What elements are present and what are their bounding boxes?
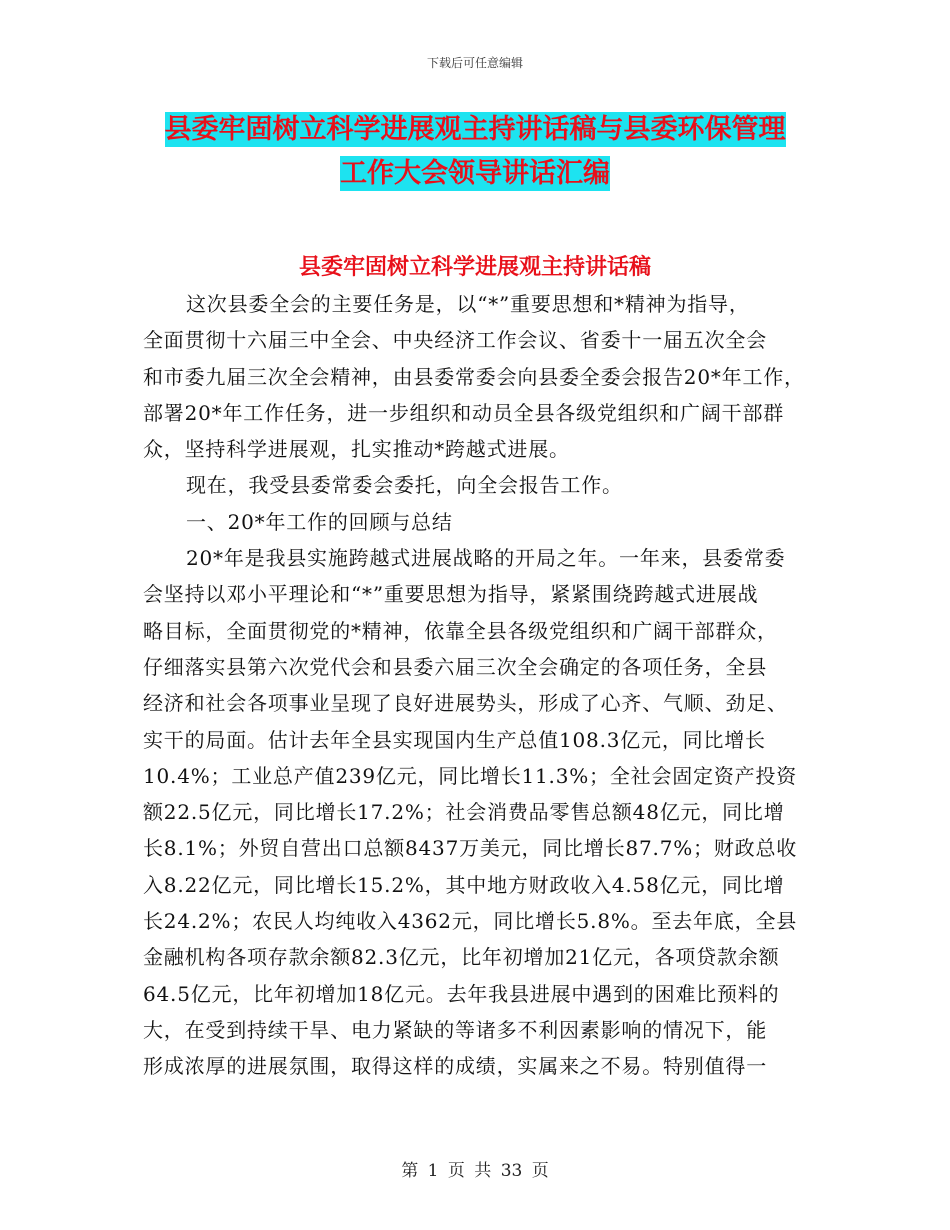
header-note: 下载后可任意编辑 — [426, 56, 523, 70]
paragraph-line: 全面贯彻十六届三中全会、中央经济工作会议、省委十一届五次全会 — [143, 328, 767, 353]
paragraph-line: 64.5亿元，比年初增加18亿元。去年我县进展中遇到的困难比预料的 — [143, 981, 780, 1006]
paragraph-line: 大，在受到持续干旱、电力紧缺的等诸多不利因素影响的情况下，能 — [143, 1017, 767, 1042]
paragraph-line: 金融机构各项存款余额82.3亿元，比年初增加21亿元，各项贷款余额 — [143, 945, 780, 970]
paragraph-line: 经济和社会各项事业呈现了良好进展势头，形成了心齐、气顺、劲足、 — [143, 691, 788, 716]
paragraph-line: 众，坚持科学进展观，扎实推动*跨越式进展。 — [143, 437, 570, 462]
section-heading-line: 一、20*年工作的回顾与总结 — [186, 509, 453, 534]
document-title-line-1-text: 县委牢固树立科学进展观主持讲话稿与县委环保管理 — [164, 114, 786, 145]
paragraph-line: 会坚持以邓小平理论和“*”重要思想为指导，紧紧围绕跨越式进展战 — [143, 582, 759, 607]
paragraph-line: 现在，我受县委常委会委托，向全会报告工作。 — [186, 473, 623, 498]
paragraph-line: 形成浓厚的进展氛围，取得这样的成绩，实属来之不易。特别值得一 — [143, 1054, 767, 1079]
paragraph-line: 实干的局面。估计去年全县实现国内生产总值108.3亿元，同比增长 — [143, 727, 766, 752]
paragraph-line: 部署20*年工作任务，进一步组织和动员全县各级党组织和广阔干部群 — [143, 400, 785, 425]
paragraph-line: 长24.2%；农民人均纯收入4362元，同比增长5.8%。至去年底，全县 — [143, 909, 798, 934]
paragraph-line: 略目标，全面贯彻党的*精神，依靠全县各级党组织和广阔干部群众， — [143, 618, 778, 643]
paragraph-line: 额22.5亿元，同比增长17.2%；社会消费品零售总额48亿元，同比增 — [143, 800, 785, 825]
page-footer: 第 1 页 共 33 页 — [401, 1161, 549, 1181]
paragraph-line: 这次县委全会的主要任务是，以“*”重要思想和*精神为指导， — [186, 292, 750, 316]
paragraph-line: 入8.22亿元，同比增长15.2%，其中地方财政收入4.58亿元，同比增 — [143, 872, 785, 897]
document-title-line-2 — [0, 157, 950, 191]
section-title: 县委牢固树立科学进展观主持讲话稿 — [298, 255, 651, 280]
paragraph-line: 10.4%；工业总产值239亿元，同比增长11.3%；全社会固定资产投资 — [143, 763, 798, 788]
paragraph-line: 仔细落实县第六次党代会和县委六届三次全会确定的各项任务，全县 — [143, 654, 767, 679]
document-title-line-2-text: 工作大会领导讲话汇编 — [340, 158, 610, 189]
body-text — [143, 286, 813, 1085]
paragraph-line: 20*年是我县实施跨越式进展战略的开局之年。一年来，县委常委 — [186, 546, 786, 571]
document-title-line-1 — [0, 113, 950, 147]
paragraph-line: 和市委九届三次全会精神，由县委常委会向县委全委会报告20*年工作， — [143, 364, 805, 389]
paragraph-line: 长8.1%；外贸自营出口总额8437万美元，同比增长87.7%；财政总收 — [143, 836, 798, 861]
